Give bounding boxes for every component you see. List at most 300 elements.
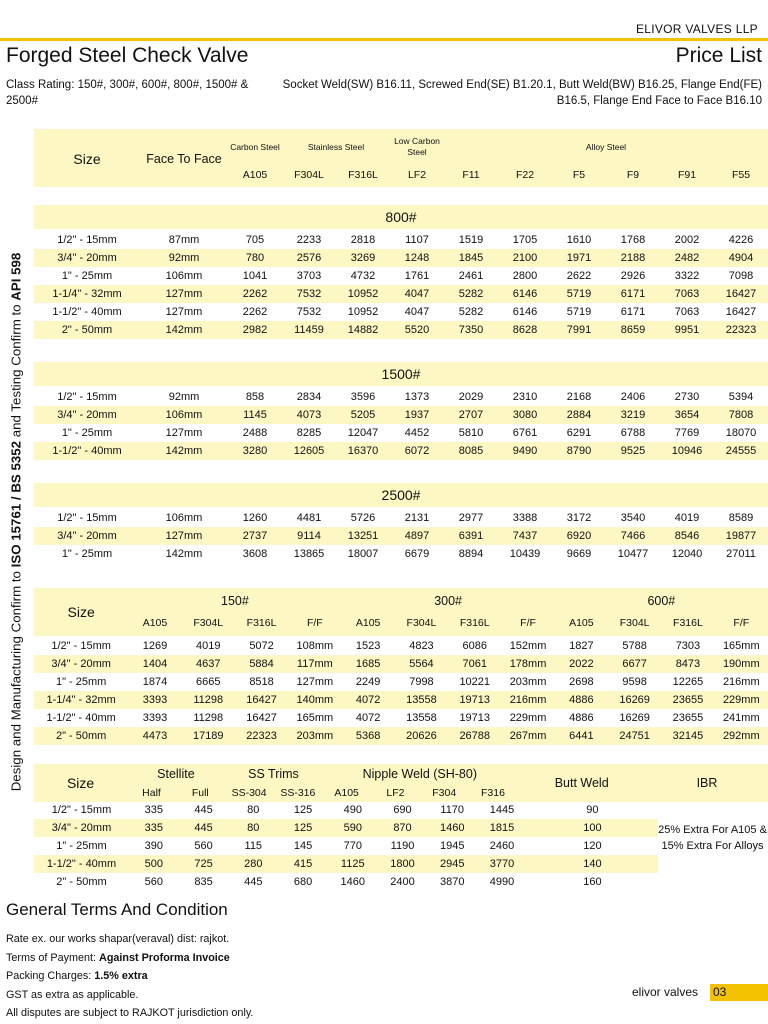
price-cell: 280 xyxy=(244,858,263,870)
face-cell: 127mm xyxy=(165,530,203,542)
face-cell: 106mm xyxy=(165,270,203,282)
size-cell: 1" - 25mm xyxy=(61,427,113,439)
price-cell: 5368 xyxy=(355,730,381,742)
price-cell: 335 xyxy=(144,804,163,816)
price-cell: 7061 xyxy=(462,658,487,670)
table-row xyxy=(34,527,768,545)
price-cell: 690 xyxy=(393,804,412,816)
price-cell: 1845 xyxy=(458,252,484,264)
t2-col-header: F304L xyxy=(406,617,437,629)
price-cell: 3393 xyxy=(142,694,168,706)
price-cell: 1460 xyxy=(340,876,365,888)
footer-brand: elivor valves xyxy=(632,985,699,999)
price-cell: 2707 xyxy=(458,409,484,421)
price-cell: 4897 xyxy=(404,530,430,542)
price-cell: 3608 xyxy=(242,548,268,560)
sidebar-api: API 598 xyxy=(8,252,24,301)
price-cell: 125 xyxy=(293,804,313,816)
price-cell: 16427 xyxy=(725,288,757,300)
price-cell: 2982 xyxy=(242,324,268,336)
price-cell: 1248 xyxy=(404,252,430,264)
table-row xyxy=(34,727,768,745)
price-cell: 6291 xyxy=(566,427,592,439)
t3-stellite-header: Stellite xyxy=(157,766,195,781)
price-cell: 3322 xyxy=(674,270,700,282)
price-cell: 2188 xyxy=(620,252,646,264)
t1-grade: F5 xyxy=(572,169,586,181)
table3-header-grid xyxy=(34,764,768,802)
price-cell: 6761 xyxy=(512,427,538,439)
price-cell: 780 xyxy=(245,252,265,264)
price-cell: 3388 xyxy=(512,512,538,524)
price-cell: 5884 xyxy=(249,658,274,670)
size-cell: 2" - 50mm xyxy=(55,730,107,742)
price-cell: 1125 xyxy=(340,858,365,870)
t1-grade: F55 xyxy=(731,169,751,181)
price-cell: 2482 xyxy=(674,252,700,264)
price-cell: 165mm xyxy=(722,640,760,652)
price-cell: 7098 xyxy=(728,270,754,282)
price-cell: 2262 xyxy=(242,306,268,318)
t1-carbon-header: Carbon Steel xyxy=(230,141,280,152)
size-cell: 1/2" - 15mm xyxy=(51,640,111,652)
price-cell: 3172 xyxy=(566,512,592,524)
price-cell: 16269 xyxy=(619,694,650,706)
price-cell: 32145 xyxy=(672,730,704,742)
price-cell: 2168 xyxy=(566,391,592,403)
price-cell: 1460 xyxy=(439,822,465,834)
price-cell: 160 xyxy=(583,876,602,888)
price-cell: 145 xyxy=(293,840,313,852)
price-cell: 117mm xyxy=(296,658,333,670)
table-row xyxy=(34,873,658,891)
size-cell: 2" - 50mm xyxy=(61,324,113,336)
price-cell: 229mm xyxy=(509,712,547,724)
price-cell: 6677 xyxy=(622,658,647,670)
price-cell: 500 xyxy=(144,858,163,870)
t1-face-header: Face To Face xyxy=(146,151,222,166)
t2-col-header: A105 xyxy=(355,617,381,629)
price-cell: 6920 xyxy=(566,530,592,542)
t1-grade: F9 xyxy=(626,169,640,181)
price-cell: 127mm xyxy=(296,676,334,688)
price-cell: 20626 xyxy=(406,730,437,742)
price-cell: 6788 xyxy=(620,427,646,439)
size-cell: 1" - 25mm xyxy=(55,676,107,688)
table-row xyxy=(34,388,768,406)
price-cell: 140 xyxy=(583,858,602,870)
t3-col-header: Full xyxy=(191,786,209,799)
table-row xyxy=(34,285,768,303)
price-cell: 4019 xyxy=(196,640,221,652)
t3-col-header: SS-316 xyxy=(280,786,316,799)
class-rating: Class Rating: 150#, 300#, 600#, 800#, 1500# & 2500# xyxy=(6,79,249,107)
price-cell: 16427 xyxy=(246,694,277,706)
table-row xyxy=(34,855,658,873)
price-cell: 8894 xyxy=(458,548,484,560)
price-cell: 140mm xyxy=(296,694,334,706)
t1-grade: F91 xyxy=(677,169,697,181)
price-cell: 1800 xyxy=(390,858,415,870)
table-row xyxy=(34,424,768,442)
face-cell: 87mm xyxy=(168,234,200,246)
price-cell: 11459 xyxy=(294,324,324,336)
t2-col-header: A105 xyxy=(569,617,594,629)
t3-price-table xyxy=(34,801,658,891)
price-cell: 17189 xyxy=(192,730,224,742)
face-cell: 106mm xyxy=(165,409,203,421)
price-cell: 1404 xyxy=(142,658,168,670)
price-cell: 490 xyxy=(343,804,362,816)
price-cell: 2406 xyxy=(620,391,646,403)
size-cell: 1-1/2" - 40mm xyxy=(52,306,122,318)
price-cell: 3540 xyxy=(620,512,646,524)
price-cell: 2834 xyxy=(296,391,322,403)
table-row xyxy=(34,509,768,527)
price-cell: 10946 xyxy=(671,445,703,457)
size-cell: 3/4" - 20mm xyxy=(51,658,111,670)
price-cell: 4047 xyxy=(404,306,430,318)
price-cell: 7063 xyxy=(674,288,700,300)
price-cell: 5810 xyxy=(458,427,484,439)
price-cell: 3770 xyxy=(489,858,515,870)
price-cell: 8589 xyxy=(728,512,754,524)
price-cell: 1971 xyxy=(566,252,592,264)
price-cell: 1827 xyxy=(569,640,594,652)
size-cell: 1" - 25mm xyxy=(61,270,113,282)
price-cell: 8473 xyxy=(675,658,701,670)
price-cell: 4732 xyxy=(350,270,376,282)
price-cell: 10952 xyxy=(347,288,379,300)
price-cell: 292mm xyxy=(722,730,760,742)
t2-col-header: F304L xyxy=(619,617,650,629)
table-row xyxy=(34,442,768,460)
company-name: ELIVOR VALVES LLP xyxy=(635,22,758,36)
price-cell: 8628 xyxy=(512,324,538,336)
price-cell: 2029 xyxy=(458,391,484,403)
table-row xyxy=(34,321,768,339)
price-cell: 1041 xyxy=(242,270,268,282)
price-cell: 22323 xyxy=(246,730,277,742)
price-cell: 7532 xyxy=(296,306,322,318)
t3-col-header: SS-304 xyxy=(231,786,267,799)
face-cell: 127mm xyxy=(165,427,203,439)
price-cell: 165mm xyxy=(296,712,334,724)
price-cell: 1269 xyxy=(142,640,168,652)
price-cell: 12040 xyxy=(671,548,703,560)
price-cell: 18007 xyxy=(347,548,379,560)
price-cell: 2730 xyxy=(674,391,700,403)
price-cell: 7437 xyxy=(512,530,538,542)
page-number: 03 xyxy=(710,984,768,1001)
price-cell: 19877 xyxy=(725,530,757,542)
size-cell: 1/2" - 15mm xyxy=(57,234,117,246)
table-row xyxy=(34,837,658,855)
price-cell: 2818 xyxy=(350,234,376,246)
t3-col-header: LF2 xyxy=(386,786,405,799)
price-cell: 12605 xyxy=(293,445,325,457)
t1-grade: LF2 xyxy=(407,169,427,181)
price-cell: 1190 xyxy=(390,840,415,852)
price-cell: 2022 xyxy=(569,658,594,670)
t1-price-table xyxy=(34,509,768,563)
price-cell: 335 xyxy=(144,822,163,834)
price-cell: 2131 xyxy=(404,512,430,524)
table-row xyxy=(34,709,768,727)
table2-header-grid xyxy=(34,590,768,634)
price-cell: 1945 xyxy=(439,840,465,852)
price-cell: 445 xyxy=(194,804,213,816)
price-cell: 2310 xyxy=(512,391,538,403)
price-cell: 27011 xyxy=(726,548,756,560)
price-cell: 4473 xyxy=(142,730,168,742)
price-cell: 1937 xyxy=(404,409,430,421)
t3-buttweld-header: Butt Weld xyxy=(554,776,609,790)
price-cell: 203mm xyxy=(509,676,547,688)
price-cell: 2576 xyxy=(296,252,322,264)
price-cell: 229mm xyxy=(722,694,760,706)
table-row xyxy=(34,545,768,563)
t1-stainless-header: Stainless Steel xyxy=(307,141,365,152)
price-cell: 10952 xyxy=(347,306,379,318)
price-cell: 5726 xyxy=(350,512,376,524)
price-cell: 2262 xyxy=(242,288,268,300)
face-cell: 106mm xyxy=(165,512,203,524)
terms-label: Terms of Payment: xyxy=(6,951,100,964)
price-cell: 8546 xyxy=(674,530,700,542)
price-cell: 8285 xyxy=(296,427,322,439)
t3-col-header: F304 xyxy=(432,786,457,799)
price-cell: 9525 xyxy=(620,445,646,457)
price-cell: 5788 xyxy=(622,640,647,652)
price-cell: 4637 xyxy=(196,658,221,670)
size-cell: 1-1/4" - 32mm xyxy=(52,288,122,300)
t1-price-table xyxy=(34,231,768,339)
price-cell: 216mm xyxy=(722,676,760,688)
terms-label: Packing Charges: xyxy=(6,970,95,982)
price-cell: 6146 xyxy=(512,306,538,318)
price-cell: 5719 xyxy=(566,306,592,318)
price-cell: 2233 xyxy=(296,234,322,246)
table-row xyxy=(34,637,768,655)
price-cell: 4072 xyxy=(355,712,381,724)
t2-price-table xyxy=(34,637,768,745)
price-cell: 241mm xyxy=(722,712,760,724)
price-cell: 4452 xyxy=(404,427,430,439)
price-cell: 22323 xyxy=(725,324,757,336)
price-cell: 1107 xyxy=(405,234,429,246)
price-cell: 16427 xyxy=(246,712,277,724)
price-cell: 6171 xyxy=(620,306,646,318)
price-cell: 680 xyxy=(293,876,313,888)
price-cell: 108mm xyxy=(296,640,334,652)
table-row xyxy=(34,691,768,709)
document-title: Forged Steel Check Valve xyxy=(6,44,249,67)
price-cell: 4823 xyxy=(409,640,434,652)
price-cell: 1610 xyxy=(566,234,592,246)
size-cell: 1/2" - 15mm xyxy=(57,512,117,524)
price-cell: 2002 xyxy=(674,234,700,246)
price-cell: 4904 xyxy=(728,252,754,264)
price-cell: 5072 xyxy=(249,640,274,652)
price-cell: 1519 xyxy=(458,234,484,246)
price-cell: 4886 xyxy=(569,694,594,706)
price-cell: 2100 xyxy=(512,252,538,264)
t2-class-600: 600# xyxy=(647,594,676,608)
price-cell: 390 xyxy=(144,840,163,852)
t3-col-header: F316 xyxy=(481,786,505,799)
t2-class-150: 150# xyxy=(221,594,249,608)
table-row xyxy=(34,406,768,424)
price-cell: 5282 xyxy=(458,288,484,300)
table-row xyxy=(34,231,768,249)
size-cell: 1-1/2" - 40mm xyxy=(46,712,116,724)
price-cell: 6146 xyxy=(512,288,538,300)
price-cell: 9598 xyxy=(622,676,647,688)
price-cell: 6171 xyxy=(620,288,646,300)
price-cell: 16427 xyxy=(725,306,757,318)
price-cell: 216mm xyxy=(509,694,547,706)
size-cell: 1/2" - 15mm xyxy=(57,391,117,403)
price-cell: 6086 xyxy=(462,640,487,652)
price-cell: 4019 xyxy=(674,512,700,524)
price-cell: 3654 xyxy=(674,409,700,421)
price-cell: 100 xyxy=(583,822,602,834)
terms-line: Rate ex. our works shapar(veraval) dist: rajkot. xyxy=(6,933,230,945)
size-cell: 2" - 50mm xyxy=(56,876,107,888)
price-cell: 267mm xyxy=(509,730,547,742)
price-cell: 6391 xyxy=(458,530,484,542)
price-cell: 8790 xyxy=(566,445,592,457)
price-cell: 10439 xyxy=(509,548,541,560)
price-cell: 18070 xyxy=(725,427,757,439)
price-cell: 1705 xyxy=(512,234,538,246)
t2-size-header: Size xyxy=(67,604,95,620)
price-cell: 6072 xyxy=(404,445,430,457)
price-cell: 19713 xyxy=(459,694,491,706)
size-cell: 1/2" - 15mm xyxy=(51,804,112,816)
t2-col-header: F/F xyxy=(733,617,750,629)
price-cell: 770 xyxy=(343,840,362,852)
price-cell: 2800 xyxy=(512,270,538,282)
price-cell: 5394 xyxy=(728,391,754,403)
price-cell: 14882 xyxy=(347,324,379,336)
t1-alloy-header: Alloy Steel xyxy=(585,141,627,152)
price-cell: 9951 xyxy=(674,324,700,336)
price-cell: 8518 xyxy=(249,676,274,688)
t1-grade: F22 xyxy=(515,169,535,181)
price-cell: 125 xyxy=(293,822,313,834)
price-cell: 3080 xyxy=(512,409,538,421)
price-cell: 2622 xyxy=(566,270,592,282)
price-cell: 7998 xyxy=(409,676,434,688)
price-cell: 4990 xyxy=(489,876,515,888)
terms-line xyxy=(6,967,253,986)
price-cell: 2926 xyxy=(620,270,646,282)
price-cell: 5564 xyxy=(409,658,434,670)
price-cell: 1373 xyxy=(404,391,430,403)
size-cell: 1-1/2" - 40mm xyxy=(52,445,122,457)
t2-class-300: 300# xyxy=(434,594,462,608)
price-cell: 9669 xyxy=(566,548,592,560)
t3-nipple-header: Nipple Weld (SH-80) xyxy=(362,766,478,781)
price-cell: 13558 xyxy=(406,712,437,724)
face-cell: 92mm xyxy=(168,391,200,403)
price-cell: 1815 xyxy=(489,822,515,834)
price-cell: 24751 xyxy=(619,730,650,742)
t1-grade: F11 xyxy=(462,169,480,181)
table1-header-grid xyxy=(34,131,768,187)
price-cell: 445 xyxy=(194,822,213,834)
t3-col-header: Half xyxy=(142,786,161,799)
ibr-note: 25% Extra For A105 & 15% Extra For Alloys xyxy=(658,824,767,852)
price-cell: 23655 xyxy=(672,712,704,724)
terms-line: All disputes are subject to RAJKOT jurisdiction only. xyxy=(6,1007,254,1019)
t1-size-header: Size xyxy=(73,151,101,167)
terms-value: 1.5% extra xyxy=(94,970,148,982)
sidebar-text-1: Design and Manufacturing Confirm to xyxy=(8,567,24,792)
price-cell: 13251 xyxy=(347,530,379,542)
price-cell: 2461 xyxy=(458,270,484,282)
t1-class-label: 2500# xyxy=(381,487,421,503)
price-cell: 8085 xyxy=(458,445,484,457)
price-cell: 2249 xyxy=(355,676,381,688)
size-cell: 1" - 25mm xyxy=(61,548,113,560)
price-cell: 445 xyxy=(244,876,263,888)
price-cell: 16370 xyxy=(347,445,379,457)
t2-col-header: F316L xyxy=(459,617,490,629)
size-cell: 3/4" - 20mm xyxy=(51,822,112,834)
t1-class-label: 800# xyxy=(385,209,417,225)
sidebar-text-2: and Testing Confirm to xyxy=(8,300,24,441)
size-cell: 3/4" - 20mm xyxy=(57,530,117,542)
price-cell: 24555 xyxy=(725,445,757,457)
price-cell: 2400 xyxy=(390,876,415,888)
price-cell: 590 xyxy=(343,822,362,834)
size-cell: 1-1/4" - 32mm xyxy=(46,694,116,706)
price-cell: 8659 xyxy=(620,324,646,336)
face-cell: 142mm xyxy=(165,548,203,560)
price-cell: 858 xyxy=(245,391,265,403)
price-cell: 7808 xyxy=(728,409,754,421)
price-cell: 2884 xyxy=(566,409,592,421)
price-cell: 7991 xyxy=(566,324,592,336)
price-cell: 6679 xyxy=(404,548,430,560)
face-cell: 142mm xyxy=(165,324,203,336)
price-cell: 2737 xyxy=(242,530,268,542)
t1-grade: A105 xyxy=(242,169,268,181)
price-cell: 7063 xyxy=(674,306,700,318)
face-cell: 142mm xyxy=(165,445,203,457)
t2-col-header: F/F xyxy=(306,617,323,629)
price-cell: 5520 xyxy=(404,324,430,336)
price-cell: 19713 xyxy=(459,712,491,724)
table-row xyxy=(34,801,658,819)
sidebar-compliance xyxy=(6,216,26,828)
price-cell: 9490 xyxy=(512,445,538,457)
price-cell: 11298 xyxy=(193,712,224,724)
price-cell: 2977 xyxy=(458,512,484,524)
price-cell: 1685 xyxy=(355,658,381,670)
price-cell: 3596 xyxy=(350,391,376,403)
face-cell: 127mm xyxy=(165,288,203,300)
header-rule xyxy=(0,38,768,41)
price-cell: 10221 xyxy=(459,676,491,688)
t1-price-table xyxy=(34,388,768,460)
price-cell: 705 xyxy=(245,234,265,246)
table-row xyxy=(34,267,768,285)
price-cell: 7303 xyxy=(675,640,701,652)
